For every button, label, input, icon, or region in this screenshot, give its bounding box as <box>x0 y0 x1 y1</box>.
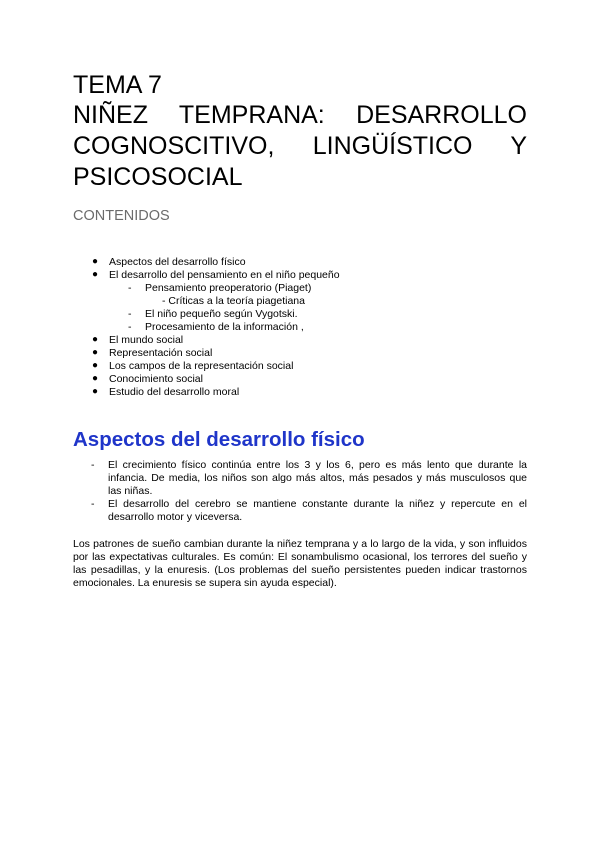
toc-subitem: Pensamiento preoperatorio (Piaget) <box>145 282 312 294</box>
section-heading: Aspectos del desarrollo físico <box>73 428 365 451</box>
title-line-3: COGNOSCITIVO, LINGÜÍSTICO Y <box>73 132 527 160</box>
topic-number: TEMA 7 <box>73 71 162 99</box>
toc-item: Representación social <box>109 347 213 359</box>
contents-label: CONTENIDOS <box>73 208 170 224</box>
dash-icon: - <box>128 282 132 294</box>
bullet-icon: ● <box>92 334 99 345</box>
section-bullet: El desarrollo del cerebro se mantiene constante durante la niñez y repercute en el desarrollo motor y viceversa. <box>108 498 527 523</box>
toc-item: Conocimiento social <box>109 373 203 385</box>
toc-item: Los campos de la representación social <box>109 360 294 372</box>
toc-item: Aspectos del desarrollo físico <box>109 256 246 268</box>
toc-item: El mundo social <box>109 334 184 346</box>
toc-subitem: Procesamiento de la información , <box>145 321 304 333</box>
body-paragraph: Los patrones de sueño cambian durante la niñez temprana y a lo largo de la vida, y son influidos por las expectativas culturales. Es común: El sonambulismo ocasional, los terrores del sueño y las pesadillas, y la enuresis. (Los problemas del sueño persistentes pueden indicar trastornos emocionales. La enuresis se supera sin ayuda especial). <box>73 538 527 589</box>
dash-icon: - <box>128 308 132 320</box>
bullet-icon: ● <box>92 269 99 280</box>
dash-icon: - <box>128 321 132 333</box>
toc-subsubitem: - Críticas a la teoría piagetiana <box>162 295 305 307</box>
toc-item: El desarrollo del pensamiento en el niño pequeño <box>109 269 340 281</box>
bullet-icon: ● <box>92 373 99 384</box>
section-bullet: El crecimiento físico continúa entre los 3 y los 6, pero es más lento que durante la infancia. De media, los niños son algo más altos, más pesados y más musculosos que las niñas. <box>108 459 527 497</box>
toc-subitem: El niño pequeño según Vygotski. <box>145 308 298 320</box>
dash-icon: - <box>91 459 95 471</box>
title-line-4: PSICOSOCIAL <box>73 163 243 191</box>
bullet-icon: ● <box>92 386 99 397</box>
bullet-icon: ● <box>92 347 99 358</box>
title-line-2: NIÑEZ TEMPRANA: DESARROLLO <box>73 101 527 129</box>
bullet-icon: ● <box>92 256 99 267</box>
toc-item: Estudio del desarrollo moral <box>109 386 240 398</box>
bullet-icon: ● <box>92 360 99 371</box>
dash-icon: - <box>91 498 95 510</box>
